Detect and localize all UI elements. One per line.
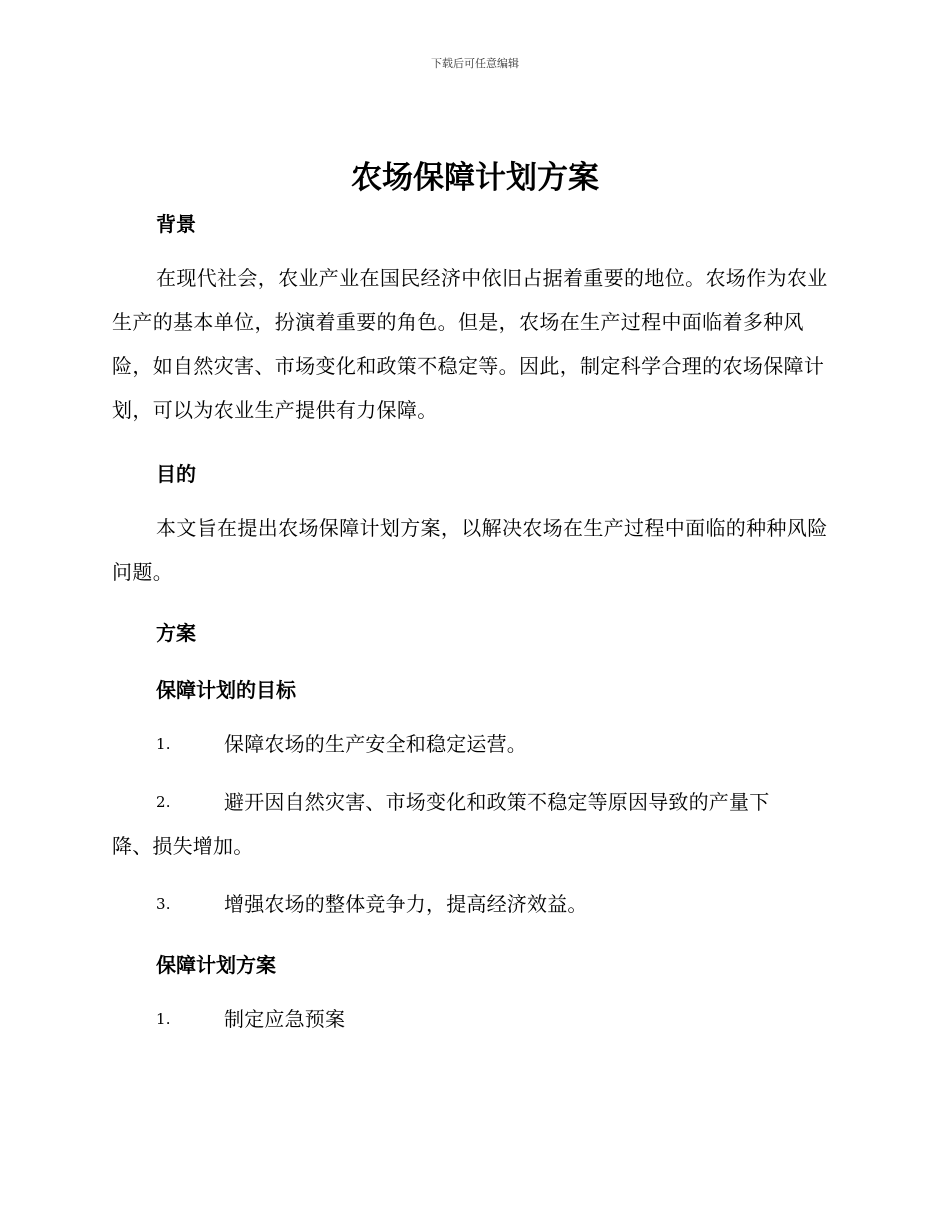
paragraph-background	[112, 256, 832, 432]
header-note: 下载后可任意编辑	[431, 57, 519, 70]
list-item	[112, 722, 832, 766]
list-item	[112, 997, 832, 1041]
heading-plan: 方案	[156, 621, 196, 645]
list-item-continuation: 降、损失增加。	[112, 834, 254, 858]
paragraph-background-text: 在现代社会，农业产业在国民经济中依旧占据着重要的地位。农场作为农业生产的基本单位，扮演着重要的角色。但是，农场在生产过程中面临着多种风险，如自然灾害、市场变化和政策不稳定等。因此，制定科学合理的农场保障计划，可以为农业生产提供有力保障。	[112, 266, 828, 422]
list-item-text: 保障农场的生产安全和稳定运营。	[224, 732, 527, 756]
list-item-number: 1.	[156, 1010, 171, 1028]
list-item	[112, 780, 832, 868]
list-item	[112, 882, 832, 926]
heading-plan-scheme: 保障计划方案	[156, 953, 276, 977]
heading-purpose: 目的	[156, 462, 196, 486]
list-item-number: 2.	[156, 793, 171, 811]
list-item-text: 避开因自然灾害、市场变化和政策不稳定等原因导致的产量下	[224, 790, 770, 814]
heading-plan-goals: 保障计划的目标	[156, 678, 296, 702]
list-item-number: 3.	[156, 895, 171, 913]
list-item-number: 1.	[156, 735, 171, 753]
paragraph-purpose	[112, 506, 832, 594]
document-title: 农场保障计划方案	[351, 160, 599, 196]
paragraph-purpose-text: 本文旨在提出农场保障计划方案，以解决农场在生产过程中面临的种种风险问题。	[112, 516, 828, 584]
heading-background: 背景	[156, 212, 196, 236]
list-item-text: 增强农场的整体竞争力，提高经济效益。	[224, 892, 588, 916]
list-item-text: 制定应急预案	[224, 1007, 346, 1031]
